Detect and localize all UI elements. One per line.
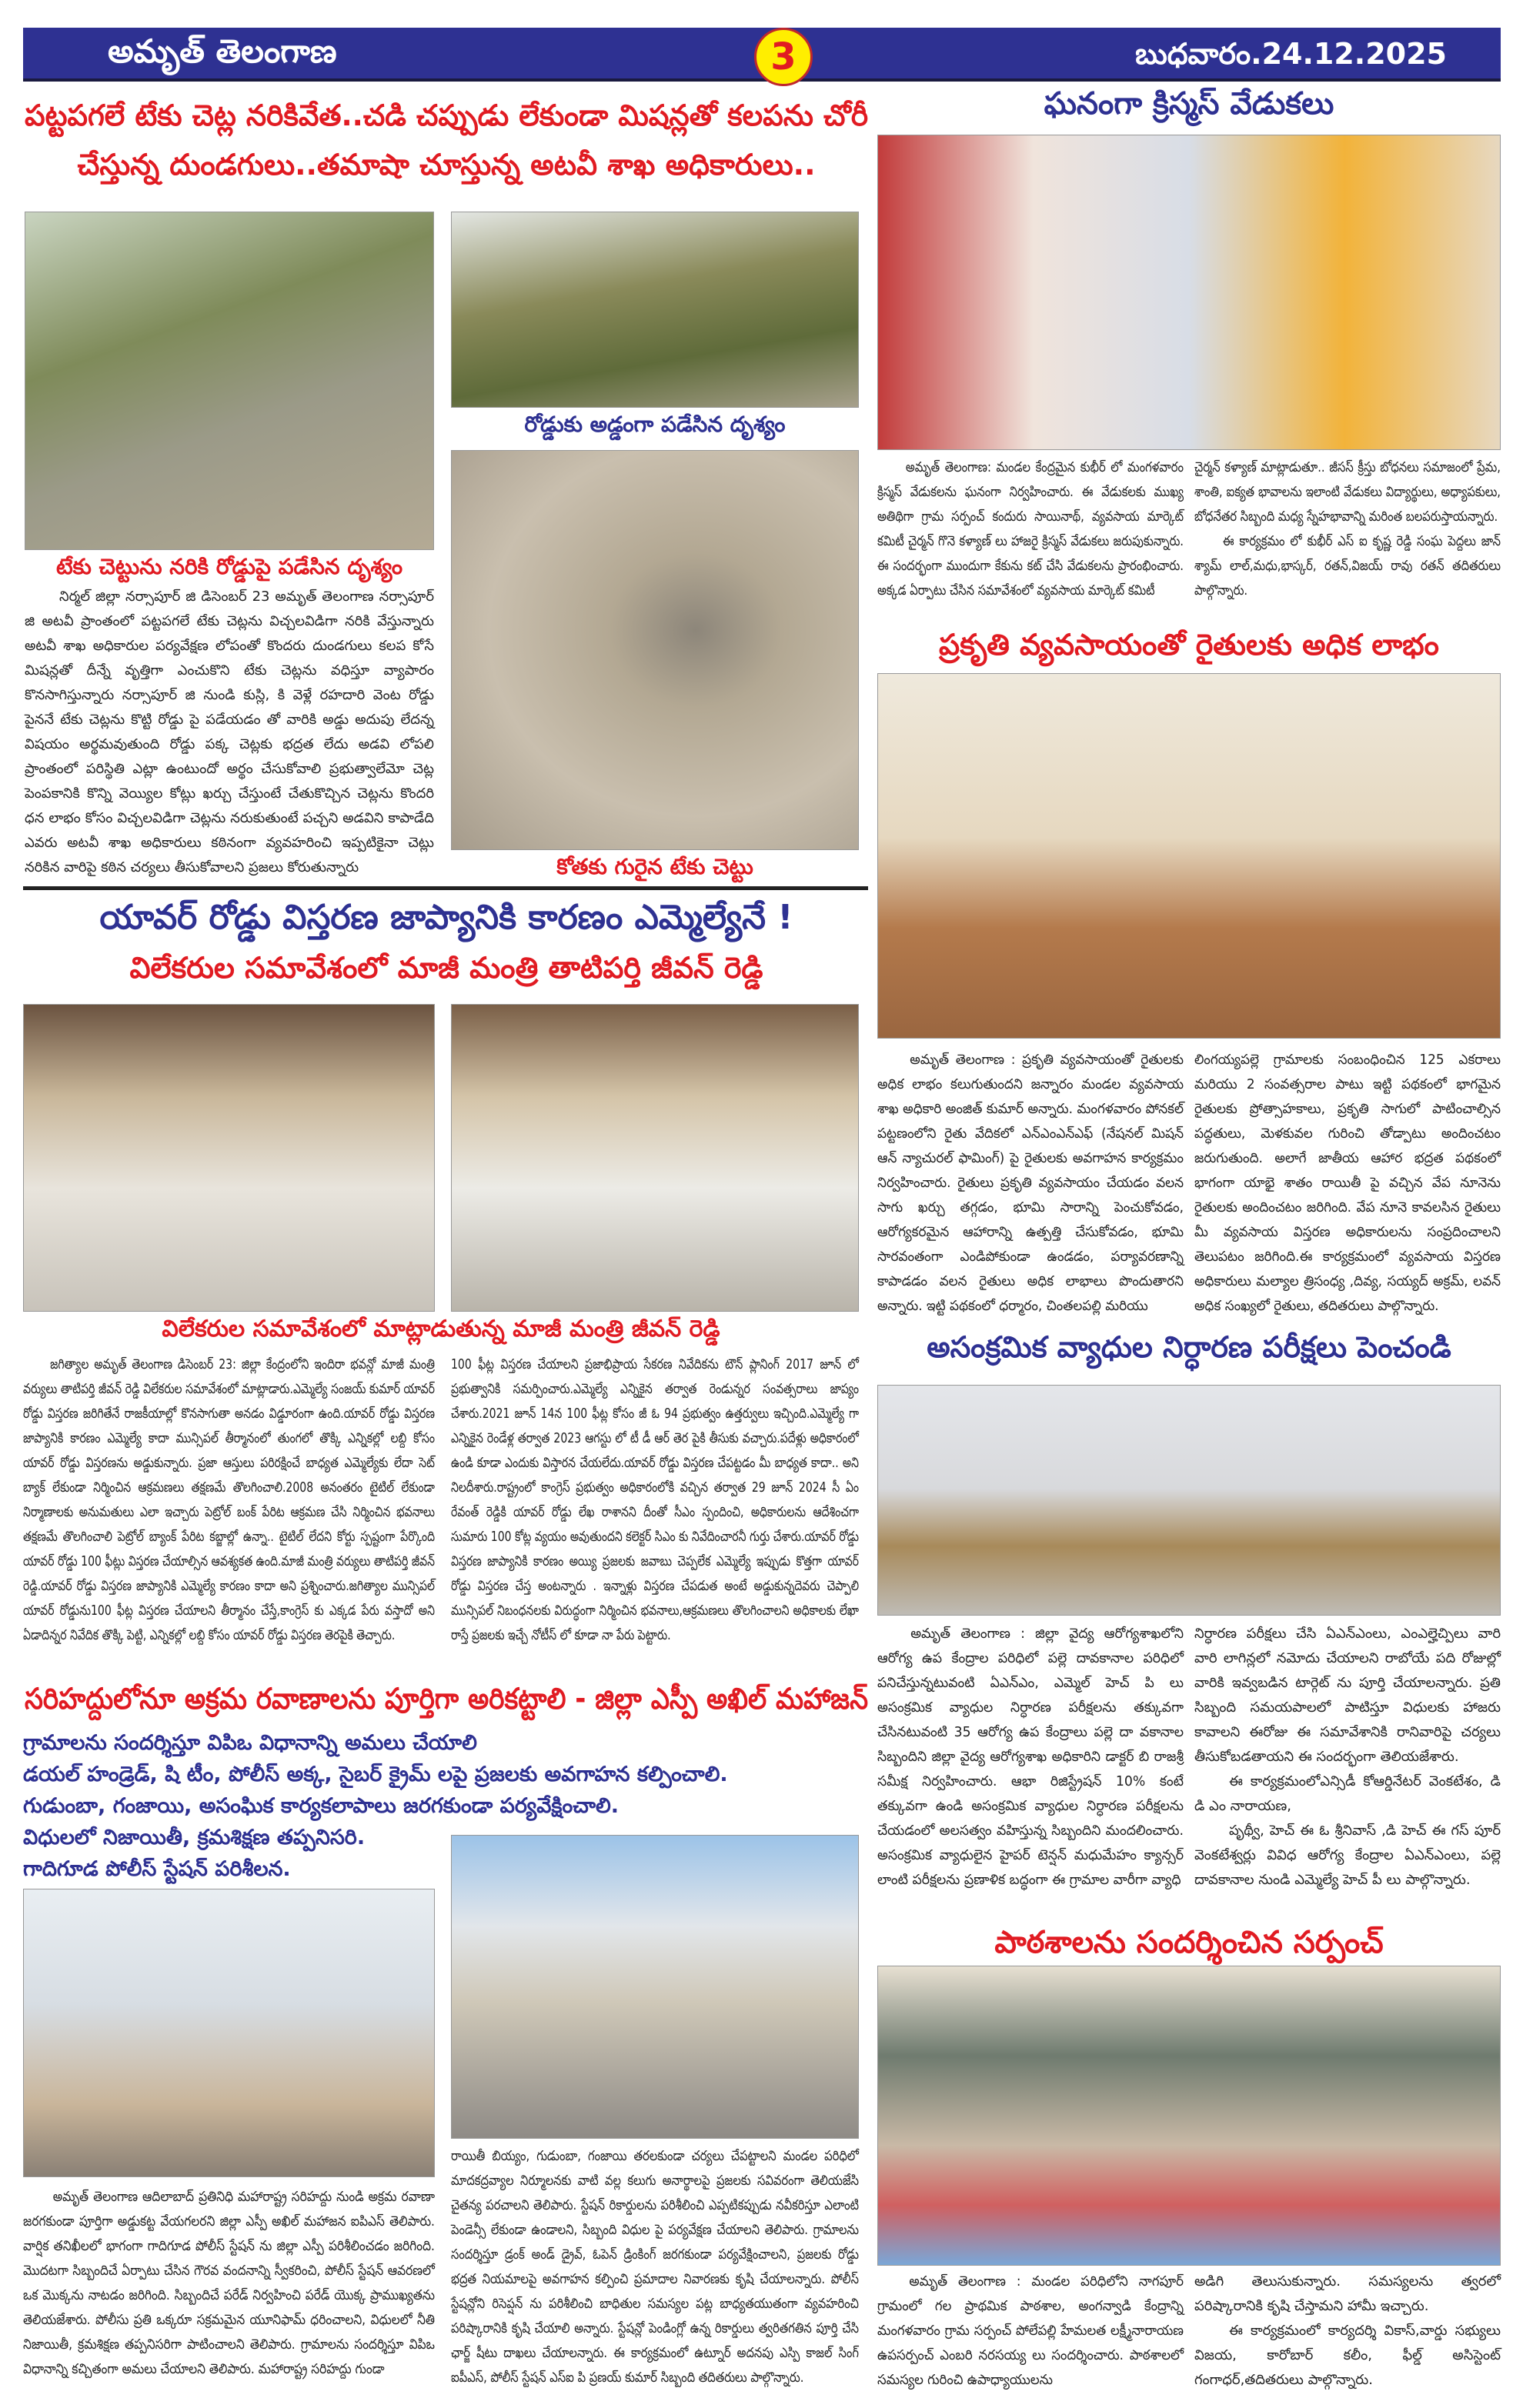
christmas-headline: ఘనంగా క్రిస్మస్ వేడుకలు (1044, 86, 1334, 122)
christmas-paragraph: ఈ కార్యక్రమం లో కుభీర్ ఎస్ ఐ కృష్ణ రెడ్డి సంఘ పెద్దలు జాన్ శ్యామ్ లాల్,మధు,భాస్కర్, రతన్,విజయ్ రావు రతన్ తదితరులు పాల్గొన్నారు. (1194, 533, 1501, 599)
road-body-col2: 100 ఫీట్ల విస్తరణ చేయాలని ప్రజాభిప్రాయ సేకరణ నివేదికను టౌన్ ప్లానింగ్ 2017 జూన్ లో ప్రభుత్వానికి సమర్పించారు.ఎమ్మెల్యే ఎన్నికైన తర్వాత రెండున్నర సంవత్సరాలు జాప్యం చేశారు.2021 జూన్ 14న 100 ఫీట్ల కోసం జీ ఓ 94 ప్రభుత్వం ఉత్తర్వులు ఇచ్చింది.ఎమ్మెల్యే గా ఎన్నికైన రెండేళ్ల తర్వాత 2023 ఆగస్టు లో టీ డీ ఆర్ తెర పైకి తీసుకు వచ్చారు.పదేళ్లు అధికారంలో ఉండి కూడా ఎందుకు విస్తారన చేయలేదు.యావర్ రోడ్డు విస్తరణ చేపట్టడం మీ బాధ్యత కాదా.. అని నిలదీశారు.రాష్ట్రంలో కాంగ్రెస్ ప్రభుత్వం అధికారంలోకి వచ్చిన తర్వాత 29 జూన్ 2024 సీ ఏం రేవంత్ రెడ్డికి యావర్ రోడ్డు లేఖ రాశానని దీంతో సీఎం స్పందించి, అధికారులను ఆదేశించగా సుమారు 100 కోట్ల వ్యయం అవుతుందని కలెక్టర్ సిఎం కు నివేదించారనీ గుర్తు చేశారు.యావర్ రోడ్డు విస్తరణ జాప్యానికి కారణం అయ్యి ప్రజలకు జవాబు చెప్పలేక ఎమ్మెల్యే ఇప్పుడు కొత్తగా యావర్ రోడ్డు విస్తరణ చేస్త అంటన్నారు . ఇన్నాళ్లు విస్తరణ చేపడుత అంటే అడ్డుకున్నదెవరు చెప్పాలి మున్సిపల్ నిబంధనలకు విరుద్ధంగా నిర్మించిన భవనాలు,ఆక్రమణలు తొలగించాలని అధికాలకు లేఖా రాస్తే ప్రజలకు ఇచ్చే నోటీస్ లో కూడా నా పేరు పెట్టారు. (451, 1356, 859, 1643)
photo-sp-police-station (23, 1889, 435, 2177)
police-body-col1: అమృత్ తెలంగాణ ఆదిలాబాద్ ప్రతినిధి మహారాష్ట్ర సరిహద్దు నుండి అక్రమ రవాణా జరగకుండా పూర్తిగా అడ్డుకట్ట వేయగలరని జిల్లా ఎస్పీ అఖిల్ మహాజన ఐపిఎస్ తెలిపారు. వార్షిక తనిఖీలలో భాగంగా గాదిగూడ పోలీస్ స్టేషన్ ను జిల్లా ఎస్పీ పరిశీలించడం జరిగింది. మొదటగా సిబ్బందిచే ఏర్పాటు చేసిన గౌరవ వందనాన్ని స్వీకరించి, పోలీస్ స్టేషన్ ఆవరణలో ఒక మొక్కను నాటడం జరిగింది. సిబ్బందిచే పరేడ్ నిర్వహించి పరేడ్ యొక్క ప్రాముఖ్యతను తెలియజేశారు. పోలీసు ప్రతి ఒక్కరూ సక్రమమైన యూనిఫామ్ ధరించాలని, విధులలో నీతి నిజాయితీ, క్రమశిక్షణ తప్పనిసరిగా పాటించాలని తెలిపారు. గ్రామాలను సందర్శిస్తూ విపిఒ విధానాన్ని కచ్చితంగా అమలు చేయాలని తెలిపారు. మహారాష్ట్ర సరిహద్దు గుండా (23, 2189, 435, 2377)
christmas-paragraph: చైర్మన్ కళ్యాణ్ మాట్లాడుతూ.. జీసస్ క్రీస్తు బోధనలు సమాజంలో ప్రేమ, శాంతి, ఐక్యత భావాలను ఇలాంటి వేడుకలు విద్యార్థులు, అధ్యాపకులు, బోధనేతర సిబ్బంది మధ్య స్నేహభావాన్ని మరింత బలపరుస్తాయన్నారు. (1194, 459, 1501, 525)
farming-body-col1: అమృత్ తెలంగాణ : ప్రకృతి వ్యవసాయంతో రైతులకు అధిక లాభం కలుగుతుందని జన్నారం మండల వ్యవసాయ శాఖ అధికారి అంజిత్ కుమార్ అన్నారు. మంగళవారం పోనకల్ పట్టణంలోని రైతు వేదికలో ఎన్ఎంఎన్ఎఫ్ (నేషనల్ మిషన్ ఆన్ న్యాచురల్ ఫామింగ్) పై రైతులకు అవగాహన కార్యక్రమం నిర్వహించారు. రైతులు ప్రకృతి వ్యవసాయం చేయడం వలన సాగు ఖర్చు తగ్గడం, భూమి సారాన్ని పెంచుకోవడం, ఆరోగ్యకరమైన ఆహారాన్ని ఉత్పత్తి చేసుకోవడం, భూమి సారవంతంగా ఎండిపోకుండా ఉండడం, పర్యావరణాన్ని కాపాడడం వలన రైతులు అధిక లాభాలు పొందుతారని అన్నారు. ఇట్టి పథకంలో ధర్మారం, చింతలపల్లి మరియు (877, 1052, 1184, 1314)
christmas-body-col2 (1194, 455, 1501, 603)
caption-press-meet: విలేకరుల సమావేశంలో మాట్లాడుతున్న మాజీ మంత్రి జీవన్ రెడ్డి (162, 1316, 720, 1342)
ncd-body-col1: అమృత్ తెలంగాణ : జిల్లా వైద్య ఆరోగ్యశాఖలోని ఆరోగ్య ఉప కేంద్రాల పరిధిలో పల్లె దావకానాల పరిధిలో పనిచేస్తున్నటువంటి ఏఎన్ఎం, ఎమ్మెల్ హెచ్ పి లు అసంక్రమిక వ్యాధుల నిర్ధారణ పరీక్షలను తక్కువగా చేసినటువంటి 35 ఆరోగ్య ఉప కేంద్రాలు పల్లె దా వకానాల సిబ్బందిని జిల్లా వైద్య ఆరోగ్యశాఖ అధికారిని డాక్టర్ బి రాజశ్రీ సమీక్ష నిర్వహించారు. ఆభా రిజిస్ట్రేషన్ 10% కంటే తక్కువగా ఉండి అసంక్రమిక వ్యాధుల నిర్ధారణ పరీక్షలను చేయడంలో అలసత్వం వహిస్తున్న సిబ్బందిని మందలించారు. అసంక్రమిక వ్యాధులైన హైపర్ టెన్షన్ మధుమేహం క్యాన్సర్ లాంటి పరీక్షలను ప్రణాళిక బద్ధంగా ఈ గ్రామాల వారీగా వ్యాధి (877, 1626, 1184, 1888)
christmas-body-col1: అమృత్ తెలంగాణ: మండల కేంద్రమైన కుభీర్ లో మంగళవారం క్రిస్మస్ వేడుకలను ఘనంగా నిర్వహించారు. ఈ వేడుకలకు ముఖ్య అతిథిగా గ్రామ సర్పంచ్ కందురు సాయినాథ్, వ్యవసాయ మార్కెట్ కమిటీ చైర్మన్ గొనె కళ్యాణ్ లు హాజరై క్రిస్మస్ వేడుకలు జరుపుకున్నారు. ఈ సందర్భంగా ముందుగా కేకును కట్ చేసి వేడుకలను ప్రారంభించారు. అక్కడ ఏర్పాటు చేసిన సమావేశంలో వ్యవసాయ మార్కెట్ కమిటీ (877, 459, 1184, 599)
caption-road-blocked: రోడ్డుకు అడ్డంగా పడేసిన దృశ్యం (524, 412, 786, 437)
farming-headline: ప్రకృతి వ్యవసాయంతో రైతులకు అధిక లాభం (939, 628, 1439, 662)
caption-felled-tree: టేకు చెట్టును నరికి రోడ్డుపై పడేసిన దృశ్యం (55, 554, 403, 579)
road-headline: యావర్ రోడ్డు విస్తరణ జాప్యానికి కారణం ఎమ్మెల్యేనే ! (99, 898, 793, 937)
photo-road-blocked (451, 212, 859, 408)
teak-headline-line-1: పట్టపగలే టేకు చెట్ల నరికివేత..చడి చప్పుడు లేకుండా మిషన్లతో కలపను చోరీ (24, 98, 868, 132)
school-paragraph: ఈ కార్యక్రమంలో కార్యదర్శి వికాస్,వార్డు సభ్యులు విజయ, కారోబార్ కలీం, ఫీల్డ్ అసిస్టెంట్ గంగాధర్,తదితరులు పాల్గొన్నారు. (1194, 2323, 1501, 2388)
road-subheadline: విలేకరుల సమావేశంలో మాజీ మంత్రి తాటిపర్తి జీవన్ రెడ్డి (129, 951, 763, 985)
police-bullet: డయల్ హండ్రెడ్, షి టీం, పోలీస్ అక్క, సైబర్ క్రైమ్ లపై ప్రజలకు అవగాహన కల్పించాలి. (23, 1763, 728, 1786)
police-bullet: గ్రామాలను సందర్శిస్తూ విపిఒ విధానాన్ని అమలు చేయాలి (23, 1731, 477, 1755)
ncd-headline: అసంక్రమిక వ్యాధుల నిర్ధారణ పరీక్షలు పెంచండి (927, 1330, 1451, 1364)
caption-cut-tree: కోతకు గురైన టేకు చెట్టు (556, 854, 753, 879)
teak-body: నిర్మల్ జిల్లా నర్సాపూర్ జి డిసెంబర్ 23 అమృత్ తెలంగాణ నర్సాపూర్ జి అటవీ ప్రాంతంలో పట్టపగలే టేకు చెట్లను విచ్చలవిడిగా నరికి వేస్తున్నారు అటవీ శాఖ అధికారుల పర్యవేక్షణ లోపంతో కొందరు దుండగులు కలప కోసే మిషన్లతో దీన్నే వృత్తిగా ఎంచుకొని టేకు చెట్లను వధిస్తూ వ్యాపారం కొనసాగిస్తున్నారు నర్సాపూర్ జి నుండి కుస్లి, కి వెళ్లే రహదారి వెంట రోడ్డు పైననే టేకు చెట్లను కొట్టి రోడ్డు పై పడేయడం తో వారికి అడ్డు అదుపు లేదన్న విషయం అర్థమవుతుంది రోడ్డు పక్క చెట్లకు భద్రత లేదు అడవి లోపలి ప్రాంతంలో పరిస్థితి ఎట్లా ఉంటుందో అర్థం చేసుకోవాలి ప్రభుత్వాలేమో చెట్ల పెంపకానికి కొన్ని వెయ్యిల కోట్లు ఖర్చు చేస్తుంటే చేతుకొచ్చిన చెట్లను కొందరి ధన లాభం కోసం విచ్చలవిడిగా చెట్లను నరుకుతుంటే పచ్చని అడవిని కాపాడేది ఎవరు అటవీ శాఖ అధికారులు కఠినంగా వ్యవహరించి ఇప్పటికైనా చెట్లు నరికిన వారిపై కఠిన చర్యలు తీసుకోవాలని ప్రజలు కోరుతున్నారు (25, 589, 434, 875)
school-body-col2 (1194, 2270, 1501, 2393)
school-body-col1: అమృత్ తెలంగాణ : మండల పరిధిలోని నాగపూర్ గ్రామంలో గల ప్రాథమిక పాఠశాల, అంగన్వాడి కేంద్రాన్ని మంగళవారం గ్రామ సర్పంచ్ పోలేపల్లి హేమలత లక్ష్మీనారాయణ ఉపసర్పంచ్ ఎంబరి నరసయ్య లు సందర్శించారు. పాఠశాలలో సమస్యల గురించి ఉపాధ్యాయులను (877, 2273, 1184, 2388)
ncd-paragraph: నిర్ధారణ పరీక్షలు చేసి ఏఎన్ఎంలు, ఎంఎల్హెచ్పిలు వారి వారి లాగిన్లలో నమోదు చేయాలని రాబోయే పది రోజుల్లో వారికి ఇవ్వబడిన టార్గెట్ ను పూర్తి చేయాలన్నారు. ప్రతి సిబ్బంది సమయపాలలో పాటిస్తూ విధులకు హాజరు కావాలని ఈరోజు ఈ సమావేశానికి రానివారిపై చర్యలు తీసుకోబడతాయని ఈ సందర్భంగా తెలియజేశారు. (1194, 1626, 1501, 1765)
school-paragraph: అడిగి తెలుసుకున్నారు. సమస్యలను త్వరలో పరిష్కారానికి కృషి చేస్తామని హామీ ఇచ్చారు. (1194, 2273, 1501, 2314)
farming-body-col2: లింగయ్యపల్లె గ్రామాలకు సంబంధించిన 125 ఎకరాలు మరియు 2 సంవత్సరాల పాటు ఇట్టి పథకంలో భాగమైన రైతులకు ప్రోత్సాహకాలు, ప్రకృతి సాగులో పాటించాల్సిన పద్ధతులు, మెళకువల గురించి తోడ్పాటు అందించటం జరుగుతుంది. అలాగే జాతీయ ఆహార భద్రత పథకంలో భాగంగా యాభై శాతం రాయితీ పై వచ్చిన వేప నూనెను రైతులకు అందించటం జరిగింది. వేప నూనె కావలసిన రైతులు మీ వ్యవసాయ విస్తరణ అధికారులను సంప్రదించాలని తెలుపటం జరిగింది.ఈ కార్యక్రమంలో వ్యవసాయ విస్తరణ అధికారులు మల్యాల త్రిసంధ్య ,దివ్య, సయ్యద్ అక్రమ్, లవన్ అధిక సంఖ్యలో రైతులు, తదితరులు పాల్గొన్నారు. (1194, 1052, 1501, 1314)
road-body-col1: జగిత్యాల అమృత్ తెలంగాణ డిసెంబర్ 23: జిల్లా కేంద్రంలోని ఇందిరా భవన్లో మాజీ మంత్రి వర్యులు తాటిపర్తి జీవన్ రెడ్డి విలేకరుల సమావేశంలో మాట్లాడారు.ఎమ్మెల్యే సంజయ్ కుమార్ యావర్ రోడ్డు విస్తరణ జరిగితేనే రాజకీయాల్లో కొనసాగుతా అనడం విడ్డూరంగా ఉంది.యావర్ రోడ్డు విస్తరణ జాప్యానికి కారణం ఎమ్మెల్యే కాదా మున్సిపల్ తీర్మానంలో తుంగలో తొక్కి ఎన్నికల్లో లబ్ది కోసం యావర్ రోడ్డు విస్తరణను అడ్డుకున్నారు. ప్రజా ఆస్తులు పరిరక్షించే బాధ్యత ఎమ్మెల్యేకు లేదా సెట్ బ్యాక్ లేకుండా నిర్మించిన ఆక్రమణలు తక్షణమే తొలగించాలి.2008 అనంతరం టైటిల్ లేకుండా నిర్మాణాలకు అనుమతులు ఎలా ఇచ్చారు పెట్రోల్ బంక్ పేరిట ఆక్రమణ చేసి నిర్మించిన భవనాలు తక్షణమే తొలగించాలి పెట్రోల్ బ్యాంక్ పేరిట కబ్జాల్లో ఉన్నా.. టైటిల్ లేదని కోర్టు స్పష్టంగా పేర్కొంది యావర్ రోడ్డు 100 ఫీట్లు విస్తరణ చేయాల్సిన ఆవశ్యకత ఉంది.మాజీ మంత్రి వర్యులు తాటిపర్తి జీవన్ రెడ్డి.యావర్ రోడ్డు విస్తరణ జాప్యానికి ఎమ్మెల్యే కారణం కాదా అని ప్రశ్నించారు.జగిత్యాల మున్సిపల్ యావర్ రోడ్డును100 ఫీట్ల విస్తరణ చేయాలని తీర్మానం చేస్తే,కాంగ్రెస్ కు ఎక్కడ పేరు వస్తాదో అని ఏడాదిన్నర నివేదిక తొక్కి పెట్టి, ఎన్నికల్లో లబ్ది కోసం యావర్ రోడ్డు విస్తరణ తెరపైకి తెచ్చారు. (23, 1356, 435, 1643)
photo-felled-tree-road (25, 212, 434, 550)
ncd-paragraph: ఈ కార్యక్రమంలోఎన్సిడీ కోఆర్డినేటర్ వెంకటేశం, డి డి ఎం నారాయణ, (1194, 1773, 1501, 1814)
photo-christmas-celebration (877, 135, 1501, 450)
police-body-col2: రాయితీ బియ్యం, గుడుంబా, గంజాయి తరలకుండా చర్యలు చేపట్టాలని మండల పరిధిలో మాదకద్రవ్యాల నిర్మూలనకు వాటి వల్ల కలుగు అనార్థాలపై ప్రజలకు సవివరంగా తెలియజేసి చైతన్య పరచాలని తెలిపారు. స్టేషన్ రికార్డులను పరిశీలించి ఎప్పటికప్పుడు నవీకరిస్తూ ఎలాంటి పెండెన్సీ లేకుండా ఉండాలని, సిబ్బంది విధుల పై పర్యవేక్షణ చేయాలని తెలిపారు. గ్రామాలను సందర్శిస్తూ డ్రంక్ అండ్ డ్రైవ్, ఓపెన్ డ్రింకింగ్ జరగకుండా పర్యవేక్షించాలని, ప్రజలకు రోడ్డు భద్రత నియమాలపై అవగాహన కల్పించి ప్రమాదాల నివారణకు కృషి చేయాలన్నారు. పోలీస్ స్టేషన్లోని రిసెప్షన్ ను పరిశీలించి బాధితుల సమస్యల పట్ల బాధ్యతయుతంగా వ్యవహరించి పరిష్కారానికి కృషి చేయాలి అన్నారు. స్టేషన్లో పెండింగ్లో ఉన్న రికార్డులు త్వరితగతిన పూర్తి చేసి ఛార్జ్ షీటు దాఖలు చేయాలన్నారు. ఈ కార్యక్రమంలో ఉట్నూర్ అదనపు ఎస్పి కాజల్ సింగ్ ఐపీఎస్, పోలీస్ స్టేషన్ ఎస్ఐ పి ప్రణయ్ కుమార్ సిబ్బంది తదితరులు పాల్గొన్నారు. (451, 2148, 859, 2386)
teak-headline-line-2: చేస్తున్న దుండగులు..తమాషా చూస్తున్న అటవీ శాఖ అధికారులు.. (77, 148, 816, 182)
police-bullet: విధులలో నిజాయితీ, క్రమశిక్షణ తప్పనిసరి. (23, 1826, 366, 1849)
masthead (23, 28, 1501, 82)
photo-farmers-meeting (877, 673, 1501, 1039)
issue-date: బుధవారం.24.12.2025 (1135, 37, 1447, 71)
school-headline: పాఠశాలను సందర్శించిన సర్పంచ్ (994, 1925, 1384, 1960)
photo-health-review (877, 1385, 1501, 1616)
photo-police-parade (451, 1835, 859, 2139)
ncd-body-col2 (1194, 1622, 1501, 1893)
newspaper-title: అమృత్ తెలంగాణ (108, 32, 337, 70)
page-number-badge: 3 (754, 28, 813, 86)
police-headline: సరిహద్దులోనూ అక్రమ రవాణాలను పూర్తిగా అరికట్టాలి - జిల్లా ఎస్పీ అఖిల్ మహాజన్ (24, 1682, 868, 1716)
photo-cut-tree-stump (451, 450, 859, 850)
divider (23, 886, 868, 890)
police-bullet: గాదిగూడ పోలీస్ స్టేషన్ పరిశీలన. (23, 1857, 291, 1881)
teak-headline (23, 91, 870, 189)
photo-press-meet-2 (451, 1004, 859, 1312)
police-bullet: గుడుంబా, గంజాయి, అసంఘిక కార్యకలాపాలు జరగకుండా పర్యవేక్షించాలి. (23, 1794, 620, 1818)
photo-school-visit (877, 1966, 1501, 2266)
photo-press-meet-1 (23, 1004, 435, 1312)
ncd-paragraph: పృథ్వీ, హెచ్ ఈ ఓ శ్రీనివాస్ ,డి హెచ్ ఈ గస్ పూర్ వెంకటేశ్వర్లు వివిధ ఆరోగ్య కేంద్రాల ఏఎన్ఎంలు, పల్లె దావకానాల నుండి ఎమ్మెల్యే హెచ్ పీ లు పాల్గొన్నారు. (1194, 1823, 1501, 1888)
